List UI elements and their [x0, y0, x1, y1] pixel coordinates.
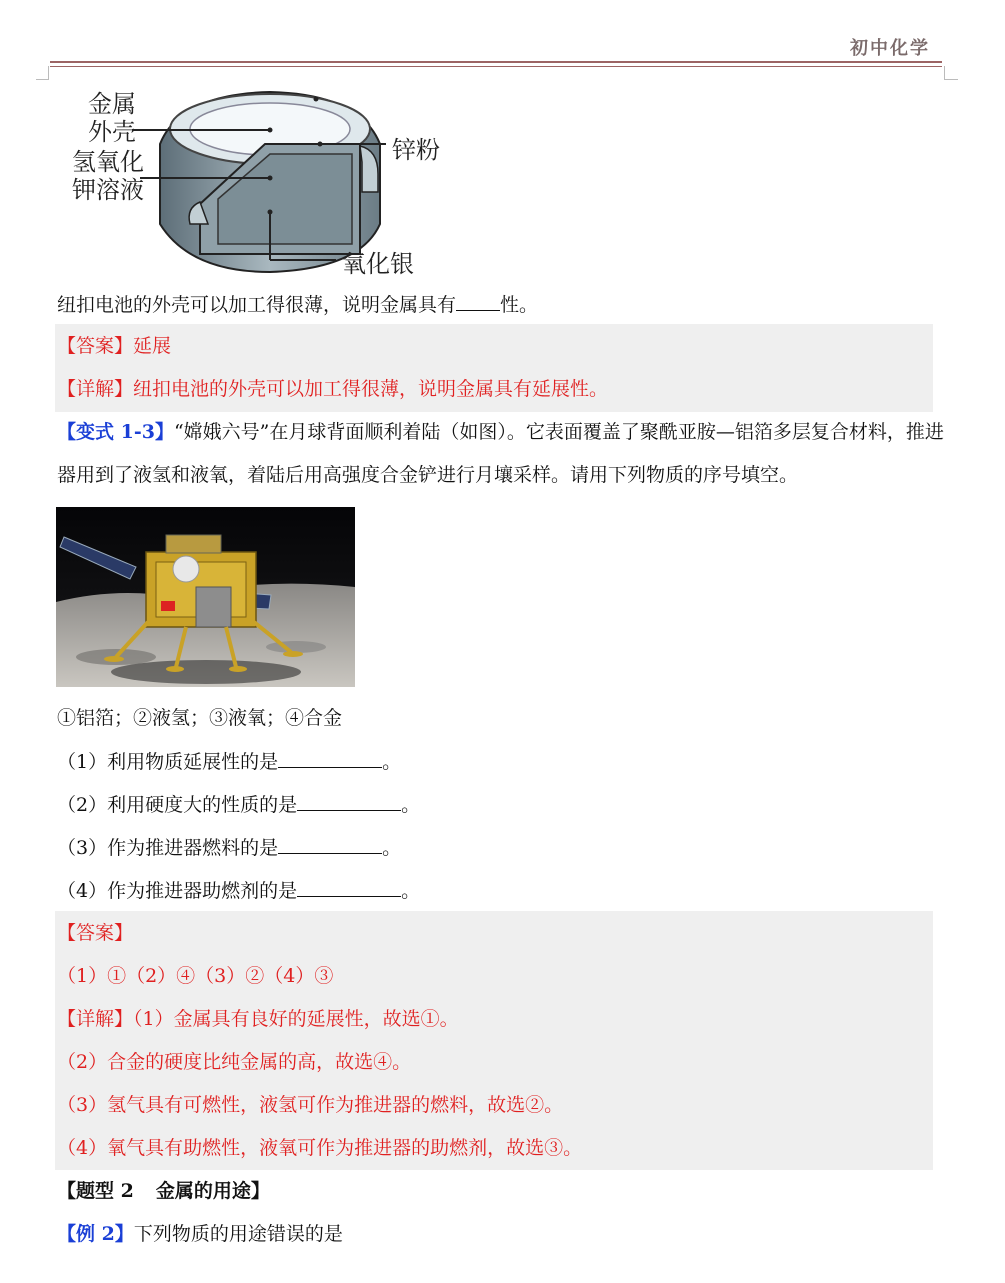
- variant-question-3: [57, 835, 401, 860]
- variant-answer-label: 【答案】: [57, 922, 134, 944]
- variant-detail-3: （3）氢气具有可燃性，液氢可作为推进器的燃料，故选②。: [57, 1094, 564, 1116]
- label-silver-oxide: 氧化银: [342, 250, 414, 278]
- variant-options: ①铝箔；②液氢；③液氧；④合金: [57, 707, 343, 729]
- variant-q3-blank: [278, 835, 382, 854]
- header-rule-thin: [50, 66, 942, 67]
- variant-detail-1-text: （1）金属具有良好的延展性，故选①。: [133, 1008, 459, 1030]
- variant-q1-blank: [278, 749, 382, 768]
- variant-line1: [57, 420, 944, 444]
- example-text: 下列物质的用途错误的是: [133, 1223, 343, 1245]
- change6-lander-image: [56, 507, 355, 687]
- variant-q2-end: 。: [401, 794, 421, 816]
- q1-detail-text: 纽扣电池的外壳可以加工得很薄，说明金属具有延展性。: [133, 378, 609, 400]
- variant-q4-end: 。: [401, 880, 421, 902]
- q1-blank: [456, 292, 500, 311]
- q1-question: [57, 292, 538, 317]
- variant-q3-end: 。: [382, 837, 402, 859]
- variant-q1-text: （1）利用物质延展性的是: [57, 751, 279, 773]
- corner-mark-left: [36, 66, 49, 80]
- label-zinc-powder: 锌粉: [392, 136, 440, 164]
- q1-detail: [57, 377, 608, 401]
- label-koh-solution: [72, 148, 144, 204]
- variant-detail-label: 【详解】: [57, 1008, 134, 1030]
- variant-line2: 器用到了液氢和液氧，着陆后用高强度合金铲进行月壤采样。请用下列物质的序号填空。: [57, 464, 799, 486]
- header-title: 初中化学: [850, 38, 930, 59]
- variant-q3-text: （3）作为推进器燃料的是: [57, 837, 279, 859]
- corner-mark-right-h: [944, 79, 958, 80]
- q1-detail-label: 【详解】: [57, 378, 134, 400]
- corner-mark-right: [944, 66, 957, 80]
- q1-answer-label: 【答案】: [57, 335, 134, 357]
- variant-detail-2: （2）合金的硬度比纯金属的高，故选④。: [57, 1051, 412, 1073]
- label-metal-shell-line2: 外壳: [88, 118, 136, 146]
- variant-q4-blank: [297, 878, 401, 897]
- section-heading: [57, 1179, 270, 1203]
- lander-illustration: [56, 507, 355, 687]
- q1-answer: [57, 334, 171, 358]
- variant-answer-box: [55, 911, 933, 1170]
- example-2: [57, 1222, 343, 1246]
- label-koh-line2: 钾溶液: [72, 176, 144, 204]
- variant-question-2: [57, 792, 420, 817]
- header-rule: [50, 61, 942, 63]
- example-tag: 【例 2】: [57, 1223, 134, 1245]
- q1-answer-text: 延展: [133, 335, 172, 357]
- q1-text-before: 纽扣电池的外壳可以加工得很薄，说明金属具有: [57, 294, 457, 316]
- corner-mark-left-h: [36, 79, 48, 80]
- label-metal-shell-line1: 金属: [88, 90, 136, 118]
- variant-q2-blank: [297, 792, 401, 811]
- section-tag: 【题型 2: [57, 1180, 134, 1202]
- label-metal-shell: [88, 90, 136, 146]
- q1-text-after: 性。: [500, 294, 539, 316]
- variant-q1-end: 。: [382, 751, 402, 773]
- variant-detail-4: （4）氧气具有助燃性，液氧可作为推进器的助燃剂，故选③。: [57, 1137, 583, 1159]
- variant-tag: 【变式 1-3】: [57, 421, 174, 443]
- button-battery-figure: [60, 84, 460, 284]
- variant-q4-text: （4）作为推进器助燃剂的是: [57, 880, 298, 902]
- variant-question-1: [57, 749, 401, 774]
- variant-detail-1: [57, 1007, 459, 1031]
- section-title: 金属的用途】: [155, 1180, 270, 1202]
- variant-q2-text: （2）利用硬度大的性质的是: [57, 794, 298, 816]
- variant-line1-text: “嫦娥六号”在月球背面顺利着陆（如图）。它表面覆盖了聚酰亚胺—铝箔多层复合材料，推进: [173, 421, 944, 443]
- variant-answer: （1）①（2）④（3）②（4）③: [57, 965, 334, 987]
- label-koh-line1: 氢氧化: [72, 148, 144, 176]
- variant-question-4: [57, 878, 420, 903]
